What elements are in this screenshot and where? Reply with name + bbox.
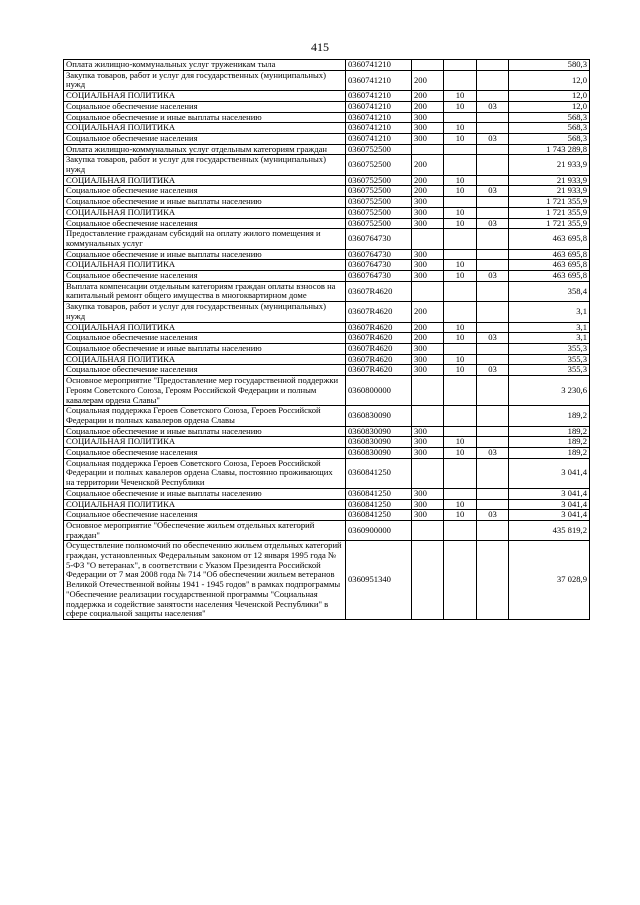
row-csr-code: 0360752500 bbox=[346, 197, 412, 208]
table-row bbox=[64, 197, 590, 208]
row-pr-code bbox=[477, 144, 509, 155]
row-vr-code: 200 bbox=[412, 175, 444, 186]
row-rz-code: 10 bbox=[444, 448, 477, 459]
row-vr-code: 300 bbox=[412, 448, 444, 459]
row-rz-code bbox=[444, 60, 477, 71]
row-sum: 189,2 bbox=[509, 406, 590, 426]
row-rz-code: 10 bbox=[444, 207, 477, 218]
row-rz-code bbox=[444, 155, 477, 175]
row-rz-code bbox=[444, 520, 477, 540]
row-name: Социальное обеспечение и иные выплаты населению bbox=[64, 112, 346, 123]
row-pr-code bbox=[477, 406, 509, 426]
row-csr-code: 0360752500 bbox=[346, 155, 412, 175]
table-row bbox=[64, 541, 590, 620]
row-vr-code: 300 bbox=[412, 249, 444, 260]
row-sum: 355,3 bbox=[509, 365, 590, 376]
row-pr-code bbox=[477, 249, 509, 260]
row-rz-code: 10 bbox=[444, 499, 477, 510]
row-rz-code: 10 bbox=[444, 271, 477, 282]
row-pr-code bbox=[477, 437, 509, 448]
row-pr-code bbox=[477, 520, 509, 540]
row-csr-code: 0360741210 bbox=[346, 133, 412, 144]
row-name: Предоставление гражданам субсидий на оплату жилого помещения и коммунальных услуг bbox=[64, 229, 346, 249]
row-name: Закупка товаров, работ и услуг для государственных (муниципальных) нужд bbox=[64, 70, 346, 90]
row-name: Социальное обеспечение населения bbox=[64, 448, 346, 459]
row-pr-code bbox=[477, 322, 509, 333]
row-rz-code: 10 bbox=[444, 510, 477, 521]
row-sum: 3,1 bbox=[509, 302, 590, 322]
row-name: Закупка товаров, работ и услуг для государственных (муниципальных) нужд bbox=[64, 302, 346, 322]
row-csr-code: 0360752500 bbox=[346, 186, 412, 197]
row-vr-code bbox=[412, 520, 444, 540]
row-csr-code: 0360841250 bbox=[346, 499, 412, 510]
row-pr-code: 03 bbox=[477, 133, 509, 144]
row-rz-code bbox=[444, 197, 477, 208]
row-vr-code: 300 bbox=[412, 343, 444, 354]
table-row bbox=[64, 155, 590, 175]
table-row bbox=[64, 123, 590, 134]
table-row bbox=[64, 91, 590, 102]
row-sum: 3 041,4 bbox=[509, 458, 590, 488]
row-csr-code: 0360830090 bbox=[346, 426, 412, 437]
row-vr-code: 200 bbox=[412, 91, 444, 102]
row-csr-code: 0360741210 bbox=[346, 60, 412, 71]
row-vr-code: 200 bbox=[412, 101, 444, 112]
row-name: Социальное обеспечение населения bbox=[64, 133, 346, 144]
row-pr-code bbox=[477, 91, 509, 102]
row-pr-code bbox=[477, 70, 509, 90]
row-vr-code: 300 bbox=[412, 499, 444, 510]
row-rz-code bbox=[444, 376, 477, 406]
row-csr-code: 0360752500 bbox=[346, 218, 412, 229]
row-pr-code: 03 bbox=[477, 101, 509, 112]
row-sum: 568,3 bbox=[509, 133, 590, 144]
row-vr-code bbox=[412, 229, 444, 249]
row-rz-code bbox=[444, 343, 477, 354]
row-pr-code bbox=[477, 343, 509, 354]
row-vr-code: 200 bbox=[412, 186, 444, 197]
row-pr-code bbox=[477, 207, 509, 218]
row-vr-code: 300 bbox=[412, 207, 444, 218]
row-rz-code bbox=[444, 70, 477, 90]
row-pr-code bbox=[477, 426, 509, 437]
row-vr-code bbox=[412, 60, 444, 71]
row-rz-code bbox=[444, 144, 477, 155]
table-row bbox=[64, 437, 590, 448]
row-pr-code bbox=[477, 112, 509, 123]
row-vr-code: 300 bbox=[412, 112, 444, 123]
table-row bbox=[64, 343, 590, 354]
row-sum: 355,3 bbox=[509, 343, 590, 354]
row-rz-code: 10 bbox=[444, 123, 477, 134]
row-rz-code: 10 bbox=[444, 322, 477, 333]
row-vr-code: 300 bbox=[412, 437, 444, 448]
row-name: Социальная поддержка Героев Советского Союза, Героев Российской Федерации и полных кавалеров ордена Славы bbox=[64, 406, 346, 426]
row-name: Социальное обеспечение населения bbox=[64, 101, 346, 112]
row-rz-code bbox=[444, 112, 477, 123]
row-name: Социальная поддержка Героев Советского Союза, Героев Российской Федерации и полных кавалеров ордена Славы, постоянно проживающих на территории Чеченской Республики bbox=[64, 458, 346, 488]
row-sum: 1 743 289,8 bbox=[509, 144, 590, 155]
row-name: СОЦИАЛЬНАЯ ПОЛИТИКА bbox=[64, 354, 346, 365]
row-rz-code bbox=[444, 229, 477, 249]
row-csr-code: 0360951340 bbox=[346, 541, 412, 620]
budget-table-body bbox=[64, 60, 590, 620]
row-sum: 568,3 bbox=[509, 112, 590, 123]
row-pr-code bbox=[477, 354, 509, 365]
row-name: СОЦИАЛЬНАЯ ПОЛИТИКА bbox=[64, 207, 346, 218]
row-name: Осуществление полномочий по обеспечению жильем отдельных категорий граждан, установленных Федеральным законом от 12 января 1995 года № 5-ФЗ "О ветеранах", в соответствии с Указом Президента Российской Федерации от 7 мая 2008 года № 714 "Об обеспечении жильем ветеранов Великой Отечественной войны 1941 - 1945 годов" в рамках подпрограммы "Обеспечение реализации государственной программы "Социальная поддержка и содействие занятости населения Чеченской Республики" в сфере социальной защиты населения" bbox=[64, 541, 346, 620]
row-vr-code bbox=[412, 376, 444, 406]
row-csr-code: 0360741210 bbox=[346, 91, 412, 102]
row-sum: 189,2 bbox=[509, 437, 590, 448]
row-rz-code: 10 bbox=[444, 133, 477, 144]
row-vr-code: 300 bbox=[412, 197, 444, 208]
row-rz-code bbox=[444, 302, 477, 322]
row-vr-code: 200 bbox=[412, 322, 444, 333]
row-vr-code: 300 bbox=[412, 354, 444, 365]
row-csr-code: 03607R4620 bbox=[346, 302, 412, 322]
row-vr-code: 300 bbox=[412, 218, 444, 229]
table-row bbox=[64, 376, 590, 406]
row-pr-code: 03 bbox=[477, 186, 509, 197]
row-pr-code bbox=[477, 302, 509, 322]
row-pr-code bbox=[477, 376, 509, 406]
row-name: Социальное обеспечение и иные выплаты населению bbox=[64, 343, 346, 354]
table-row bbox=[64, 458, 590, 488]
row-sum: 37 028,9 bbox=[509, 541, 590, 620]
row-sum: 21 933,9 bbox=[509, 186, 590, 197]
row-sum: 435 819,2 bbox=[509, 520, 590, 540]
row-vr-code: 200 bbox=[412, 333, 444, 344]
row-sum: 358,4 bbox=[509, 281, 590, 301]
page-number: 415 bbox=[311, 40, 329, 54]
row-rz-code bbox=[444, 249, 477, 260]
row-pr-code: 03 bbox=[477, 271, 509, 282]
row-csr-code: 0360764730 bbox=[346, 260, 412, 271]
row-csr-code: 0360741210 bbox=[346, 123, 412, 134]
row-name: СОЦИАЛЬНАЯ ПОЛИТИКА bbox=[64, 91, 346, 102]
row-vr-code: 300 bbox=[412, 260, 444, 271]
row-sum: 3 041,4 bbox=[509, 510, 590, 521]
row-vr-code: 200 bbox=[412, 302, 444, 322]
row-name: СОЦИАЛЬНАЯ ПОЛИТИКА bbox=[64, 260, 346, 271]
row-csr-code: 0360752500 bbox=[346, 207, 412, 218]
table-row bbox=[64, 144, 590, 155]
row-name: Социальное обеспечение населения bbox=[64, 186, 346, 197]
row-csr-code: 0360841250 bbox=[346, 488, 412, 499]
row-sum: 1 721 355,9 bbox=[509, 207, 590, 218]
row-vr-code: 300 bbox=[412, 365, 444, 376]
row-sum: 355,3 bbox=[509, 354, 590, 365]
row-name: Социальное обеспечение населения bbox=[64, 510, 346, 521]
row-rz-code: 10 bbox=[444, 365, 477, 376]
row-rz-code: 10 bbox=[444, 175, 477, 186]
row-pr-code bbox=[477, 488, 509, 499]
row-csr-code: 0360830090 bbox=[346, 406, 412, 426]
row-name: Оплата жилищно-коммунальных услуг отдельным категориям граждан bbox=[64, 144, 346, 155]
row-pr-code bbox=[477, 281, 509, 301]
row-pr-code bbox=[477, 499, 509, 510]
row-rz-code: 10 bbox=[444, 186, 477, 197]
row-name: Социальное обеспечение и иные выплаты населению bbox=[64, 197, 346, 208]
row-name: Социальное обеспечение населения bbox=[64, 365, 346, 376]
table-row bbox=[64, 186, 590, 197]
row-csr-code: 0360752500 bbox=[346, 144, 412, 155]
table-row bbox=[64, 249, 590, 260]
row-rz-code bbox=[444, 406, 477, 426]
row-rz-code: 10 bbox=[444, 260, 477, 271]
row-sum: 463 695,8 bbox=[509, 229, 590, 249]
row-rz-code bbox=[444, 458, 477, 488]
row-pr-code bbox=[477, 123, 509, 134]
row-sum: 21 933,9 bbox=[509, 155, 590, 175]
row-pr-code: 03 bbox=[477, 218, 509, 229]
row-sum: 189,2 bbox=[509, 448, 590, 459]
row-csr-code: 0360741210 bbox=[346, 112, 412, 123]
table-row bbox=[64, 207, 590, 218]
table-row bbox=[64, 426, 590, 437]
table-row bbox=[64, 365, 590, 376]
row-vr-code bbox=[412, 144, 444, 155]
row-csr-code: 0360841250 bbox=[346, 458, 412, 488]
row-pr-code bbox=[477, 260, 509, 271]
row-sum: 12,0 bbox=[509, 70, 590, 90]
row-sum: 3 041,4 bbox=[509, 499, 590, 510]
table-row bbox=[64, 60, 590, 71]
row-name: Основное мероприятие "Предоставление мер государственной поддержки Героям Советского Союза, Героям Российской Федерации и полным кавалерам ордена Славы" bbox=[64, 376, 346, 406]
row-name: СОЦИАЛЬНАЯ ПОЛИТИКА bbox=[64, 499, 346, 510]
row-sum: 463 695,8 bbox=[509, 249, 590, 260]
row-sum: 580,3 bbox=[509, 60, 590, 71]
table-row bbox=[64, 70, 590, 90]
row-vr-code bbox=[412, 458, 444, 488]
row-name: СОЦИАЛЬНАЯ ПОЛИТИКА bbox=[64, 175, 346, 186]
table-row bbox=[64, 112, 590, 123]
row-name: Закупка товаров, работ и услуг для государственных (муниципальных) нужд bbox=[64, 155, 346, 175]
row-csr-code: 03607R4620 bbox=[346, 365, 412, 376]
table-row bbox=[64, 229, 590, 249]
row-name: Социальное обеспечение и иные выплаты населению bbox=[64, 488, 346, 499]
row-vr-code bbox=[412, 541, 444, 620]
table-row bbox=[64, 175, 590, 186]
table-row bbox=[64, 133, 590, 144]
row-csr-code: 03607R4620 bbox=[346, 281, 412, 301]
row-sum: 3 230,6 bbox=[509, 376, 590, 406]
table-row bbox=[64, 520, 590, 540]
row-pr-code: 03 bbox=[477, 448, 509, 459]
row-csr-code: 0360741210 bbox=[346, 101, 412, 112]
row-pr-code bbox=[477, 229, 509, 249]
table-row bbox=[64, 499, 590, 510]
row-rz-code bbox=[444, 541, 477, 620]
row-name: Оплата жилищно-коммунальных услуг труженикам тыла bbox=[64, 60, 346, 71]
row-rz-code bbox=[444, 281, 477, 301]
row-csr-code: 0360900000 bbox=[346, 520, 412, 540]
table-row bbox=[64, 448, 590, 459]
row-pr-code bbox=[477, 458, 509, 488]
row-name: Социальное обеспечение и иные выплаты населению bbox=[64, 426, 346, 437]
row-sum: 189,2 bbox=[509, 426, 590, 437]
table-row bbox=[64, 488, 590, 499]
row-vr-code: 300 bbox=[412, 123, 444, 134]
row-vr-code: 300 bbox=[412, 133, 444, 144]
row-pr-code bbox=[477, 541, 509, 620]
row-vr-code: 200 bbox=[412, 155, 444, 175]
row-rz-code bbox=[444, 488, 477, 499]
row-sum: 3,1 bbox=[509, 322, 590, 333]
row-csr-code: 0360764730 bbox=[346, 249, 412, 260]
table-row bbox=[64, 333, 590, 344]
row-name: СОЦИАЛЬНАЯ ПОЛИТИКА bbox=[64, 123, 346, 134]
row-name: СОЦИАЛЬНАЯ ПОЛИТИКА bbox=[64, 437, 346, 448]
row-rz-code: 10 bbox=[444, 101, 477, 112]
table-row bbox=[64, 271, 590, 282]
row-rz-code: 10 bbox=[444, 354, 477, 365]
row-sum: 463 695,8 bbox=[509, 271, 590, 282]
row-pr-code: 03 bbox=[477, 333, 509, 344]
row-csr-code: 03607R4620 bbox=[346, 354, 412, 365]
row-rz-code: 10 bbox=[444, 437, 477, 448]
table-row bbox=[64, 101, 590, 112]
row-sum: 463 695,8 bbox=[509, 260, 590, 271]
table-row bbox=[64, 260, 590, 271]
row-vr-code bbox=[412, 281, 444, 301]
row-sum: 3,1 bbox=[509, 333, 590, 344]
row-csr-code: 03607R4620 bbox=[346, 343, 412, 354]
row-csr-code: 0360764730 bbox=[346, 271, 412, 282]
row-sum: 12,0 bbox=[509, 91, 590, 102]
budget-table bbox=[63, 59, 590, 620]
row-pr-code: 03 bbox=[477, 365, 509, 376]
row-csr-code: 03607R4620 bbox=[346, 333, 412, 344]
row-csr-code: 0360830090 bbox=[346, 437, 412, 448]
row-csr-code: 03607R4620 bbox=[346, 322, 412, 333]
row-csr-code: 0360741210 bbox=[346, 70, 412, 90]
row-pr-code: 03 bbox=[477, 510, 509, 521]
row-sum: 1 721 355,9 bbox=[509, 218, 590, 229]
row-rz-code: 10 bbox=[444, 333, 477, 344]
table-row bbox=[64, 281, 590, 301]
table-row bbox=[64, 302, 590, 322]
row-csr-code: 0360830090 bbox=[346, 448, 412, 459]
row-name: Основное мероприятие "Обеспечение жильем отдельных категорий граждан" bbox=[64, 520, 346, 540]
row-rz-code bbox=[444, 426, 477, 437]
row-sum: 568,3 bbox=[509, 123, 590, 134]
row-pr-code bbox=[477, 197, 509, 208]
row-name: Социальное обеспечение и иные выплаты населению bbox=[64, 249, 346, 260]
table-row bbox=[64, 354, 590, 365]
row-name: Социальное обеспечение населения bbox=[64, 333, 346, 344]
row-vr-code: 300 bbox=[412, 488, 444, 499]
row-pr-code bbox=[477, 175, 509, 186]
row-vr-code: 200 bbox=[412, 70, 444, 90]
row-vr-code: 300 bbox=[412, 426, 444, 437]
table-row bbox=[64, 510, 590, 521]
row-sum: 1 721 355,9 bbox=[509, 197, 590, 208]
row-vr-code: 300 bbox=[412, 271, 444, 282]
row-name: Социальное обеспечение населения bbox=[64, 218, 346, 229]
row-sum: 21 933,9 bbox=[509, 175, 590, 186]
row-sum: 12,0 bbox=[509, 101, 590, 112]
row-rz-code: 10 bbox=[444, 91, 477, 102]
row-sum: 3 041,4 bbox=[509, 488, 590, 499]
row-name: Социальное обеспечение населения bbox=[64, 271, 346, 282]
row-name: Выплата компенсации отдельным категориям граждан оплаты взносов на капитальный ремонт общего имущества в многоквартирном доме bbox=[64, 281, 346, 301]
row-csr-code: 0360800000 bbox=[346, 376, 412, 406]
row-pr-code bbox=[477, 60, 509, 71]
row-vr-code: 300 bbox=[412, 510, 444, 521]
row-csr-code: 0360841250 bbox=[346, 510, 412, 521]
table-row bbox=[64, 322, 590, 333]
row-vr-code bbox=[412, 406, 444, 426]
row-pr-code bbox=[477, 155, 509, 175]
row-csr-code: 0360764730 bbox=[346, 229, 412, 249]
table-row bbox=[64, 218, 590, 229]
row-name: СОЦИАЛЬНАЯ ПОЛИТИКА bbox=[64, 322, 346, 333]
row-csr-code: 0360752500 bbox=[346, 175, 412, 186]
table-row bbox=[64, 406, 590, 426]
row-rz-code: 10 bbox=[444, 218, 477, 229]
